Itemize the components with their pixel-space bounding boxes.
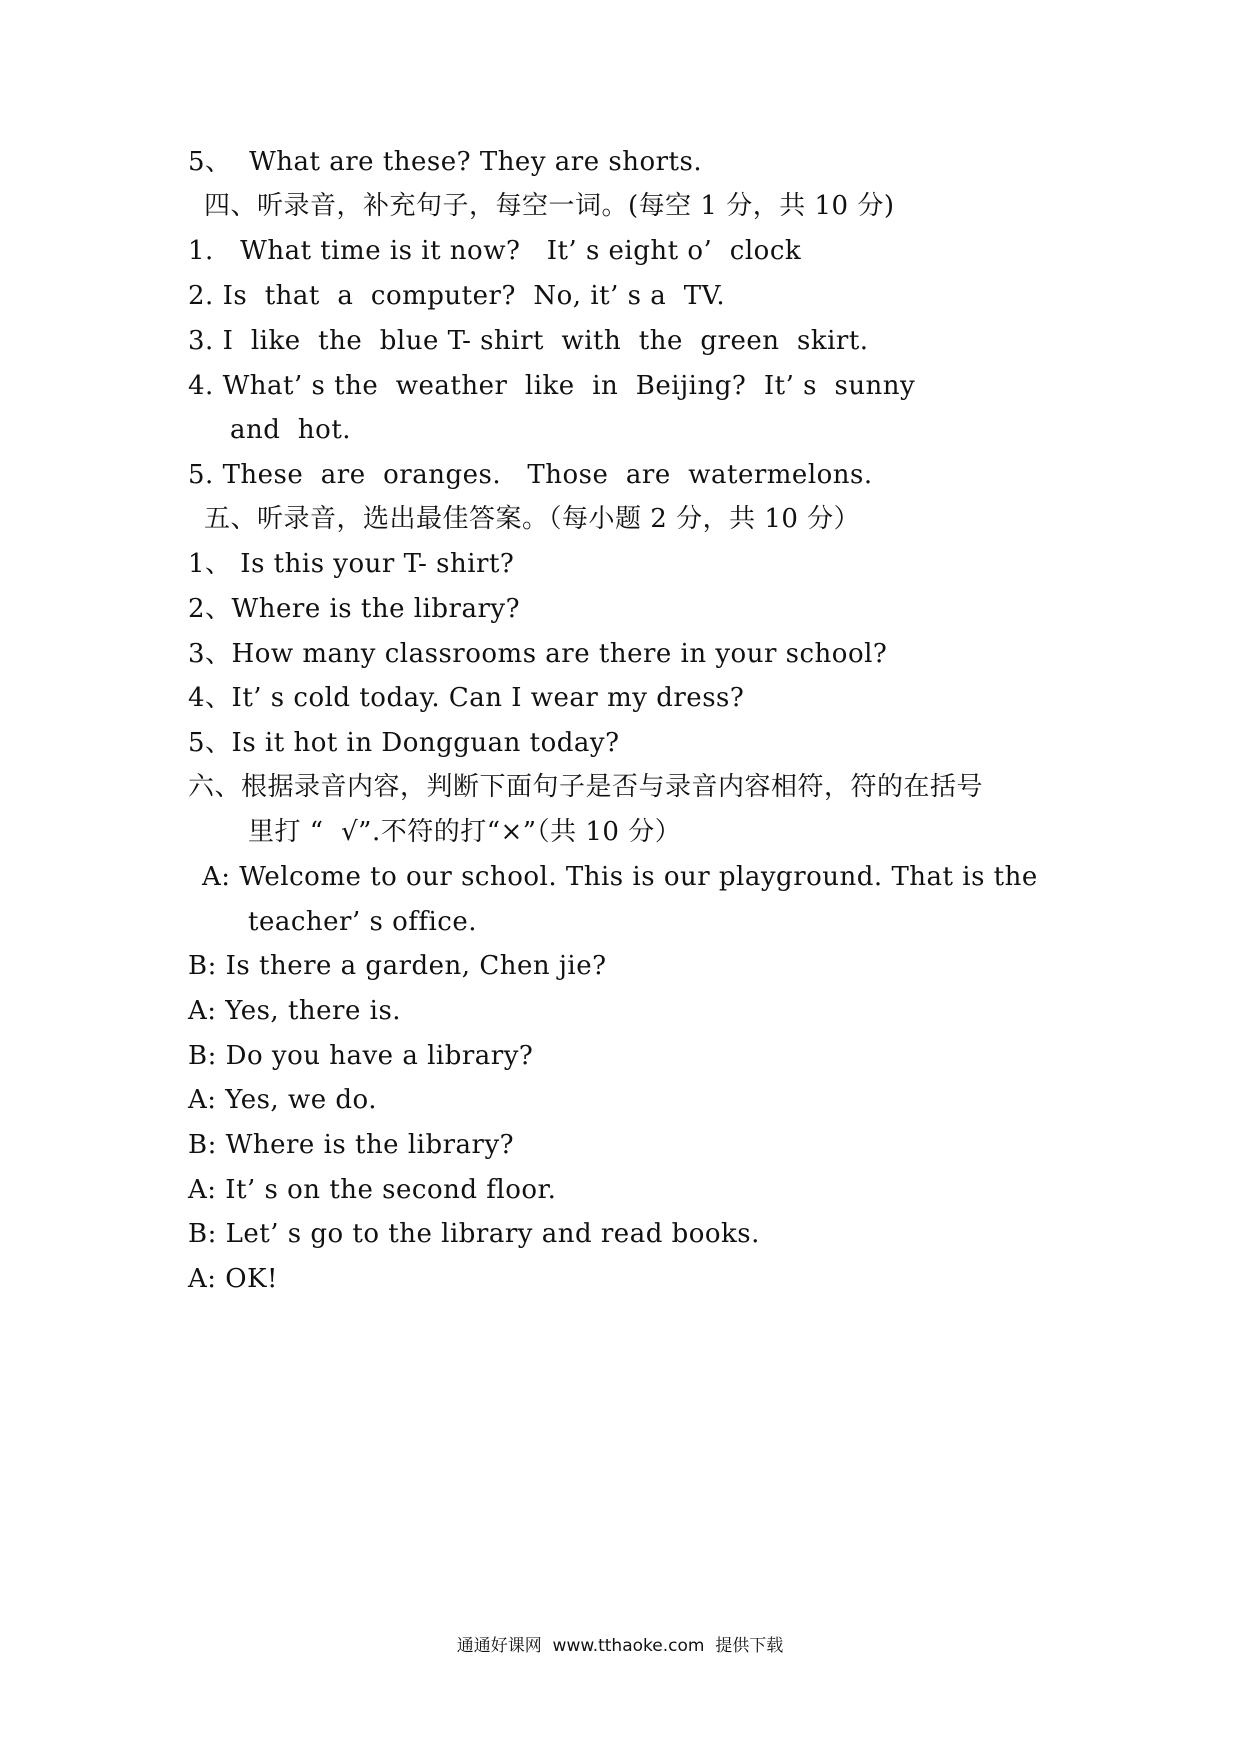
- dialog-line-6: B: Where is the library?: [188, 1130, 515, 1160]
- section4-item-2: 2. Is that a computer? No, it’ s a TV.: [188, 281, 726, 311]
- section6-heading-continued: 里打 “ √”.不符的打“×”（共 10 分）: [248, 817, 682, 847]
- dialog-line-2: B: Is there a garden, Chen jie?: [188, 951, 607, 981]
- section5-heading: 五、听录音，选出最佳答案。（每小题 2 分，共 10 分）: [204, 504, 861, 534]
- section4-heading: 四、听录音，补充句子，每空一词。(每空 1 分，共 10 分): [204, 191, 895, 221]
- dialog-line-1: A: Welcome to our school. This is our playground. That is the: [202, 862, 1038, 892]
- section3-item-5: 5、 What are these? They are shorts.: [188, 147, 703, 177]
- section5-item-3: 3、How many classrooms are there in your school?: [188, 639, 888, 669]
- dialog-line-4: B: Do you have a library?: [188, 1041, 534, 1071]
- section4-item-1: 1. What time is it now? It’ s eight o’ clock: [188, 236, 802, 266]
- dialog-line-7: A: It’ s on the second floor.: [188, 1175, 557, 1205]
- section5-item-4: 4、It’ s cold today. Can I wear my dress?: [188, 683, 745, 713]
- section5-item-1: 1、 Is this your T- shirt?: [188, 549, 515, 579]
- dialog-line-5: A: Yes, we do.: [188, 1085, 377, 1115]
- section5-item-5: 5、Is it hot in Dongguan today?: [188, 728, 620, 758]
- dialog-line-3: A: Yes, there is.: [188, 996, 402, 1026]
- dialog-line-1-continued: teacher’ s office.: [248, 907, 478, 937]
- section5-item-2: 2、Where is the library?: [188, 594, 521, 624]
- section4-item-3: 3. I like the blue T- shirt with the green skirt.: [188, 326, 869, 356]
- section4-item-4-continued: and hot.: [230, 415, 352, 445]
- section4-item-4: 4. What’ s the weather like in Beijing? It’ s sunny: [188, 371, 916, 401]
- page-footer: 通通好课网 www.tthaoke.com 提供下载: [456, 1636, 784, 1656]
- section6-heading: 六、根据录音内容，判断下面句子是否与录音内容相符，符的在括号: [188, 772, 984, 802]
- dialog-line-8: B: Let’ s go to the library and read books.: [188, 1219, 760, 1249]
- dialog-line-9: A: OK!: [188, 1264, 278, 1294]
- section4-item-5: 5. These are oranges. Those are watermelons.: [188, 460, 873, 490]
